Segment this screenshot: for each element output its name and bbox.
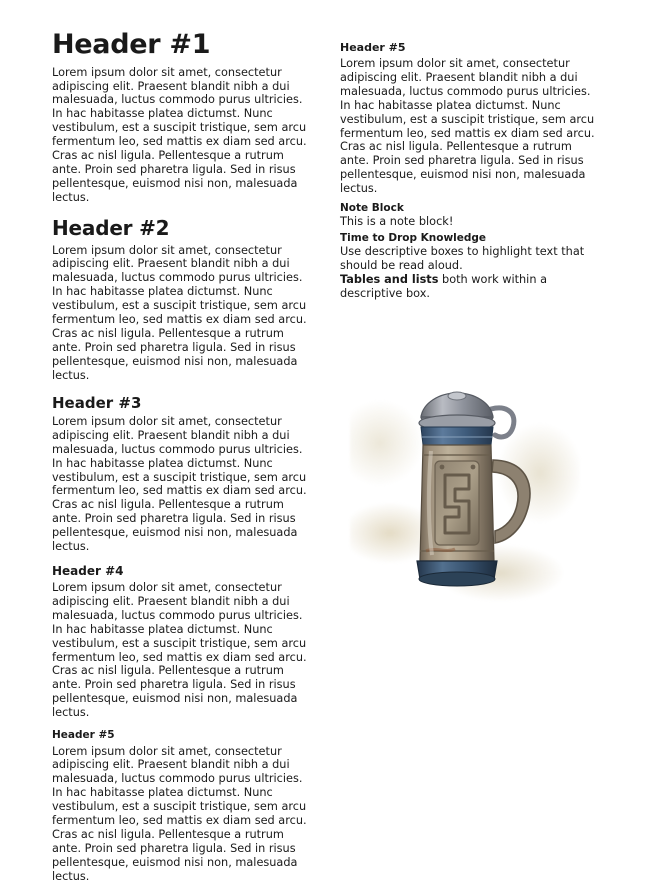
descriptive-block-emphasis-line bbox=[340, 273, 602, 301]
stein-relief-dot bbox=[440, 464, 445, 469]
stein-collar bbox=[421, 427, 493, 445]
beer-stein-icon bbox=[395, 365, 545, 615]
paragraph-3: Lorem ipsum dolor sit amet, consectetur adipiscing elit. Praesent blandit nibh a dui malesuada, luctus commodo purus ultricies. In hac habitasse platea dictumst. Nunc vestibulum, est a suscipit tristique, sem arcu fermentum leo, sed mattis ex diam sed arcu. Cras ac nisl ligula. Pellentesque a rutrum ante. Proin sed pharetra ligula. Sed in risus pellentesque, euismod nisi non, malesuada lectus. bbox=[52, 415, 307, 554]
heading-level-2: Header #2 bbox=[52, 215, 170, 240]
right-heading-level-5: Header #5 bbox=[340, 41, 406, 54]
descriptive-block-title: Time to Drop Knowledge bbox=[340, 231, 487, 244]
section-header-3 bbox=[52, 395, 314, 554]
right-paragraph: Lorem ipsum dolor sit amet, consectetur adipiscing elit. Praesent blandit nibh a dui malesuada, luctus commodo purus ultricies. In hac habitasse platea dictumst. Nunc vestibulum, est a suscipit tristique, sem arcu fermentum leo, sed mattis ex diam sed arcu. Cras ac nisl ligula. Pellentesque a rutrum ante. Proin sed pharetra ligula. Sed in risus pellentesque, euismod nisi non, malesuada lectus. bbox=[340, 57, 595, 196]
section-header-5 bbox=[52, 730, 314, 883]
heading-level-5: Header #5 bbox=[52, 729, 115, 741]
note-block-body: This is a note block! bbox=[340, 215, 454, 229]
section-header-2 bbox=[52, 217, 314, 383]
two-column-layout bbox=[52, 30, 618, 885]
stein-lid-knob bbox=[448, 392, 466, 400]
descriptive-block-body: Use descriptive boxes to highlight text that should be read aloud. bbox=[340, 245, 585, 272]
right-column bbox=[340, 30, 602, 619]
descriptive-block-body-after: both work within a descriptive box. bbox=[340, 272, 547, 300]
beer-stein-illustration bbox=[395, 365, 545, 619]
descriptive-block-emphasis: Tables and lists bbox=[340, 272, 439, 286]
paragraph-1: Lorem ipsum dolor sit amet, consectetur adipiscing elit. Praesent blandit nibh a dui malesuada, luctus commodo purus ultricies. In hac habitasse platea dictumst. Nunc vestibulum, est a suscipit tristique, sem arcu fermentum leo, sed mattis ex diam sed arcu. Cras ac nisl ligula. Pellentesque a rutrum ante. Proin sed pharetra ligula. Sed in risus pellentesque, euismod nisi non, malesuada lectus. bbox=[52, 65, 307, 204]
stein-foot bbox=[419, 572, 495, 586]
paragraph-4: Lorem ipsum dolor sit amet, consectetur adipiscing elit. Praesent blandit nibh a dui malesuada, luctus commodo purus ultricies. In hac habitasse platea dictumst. Nunc vestibulum, est a suscipit tristique, sem arcu fermentum leo, sed mattis ex diam sed arcu. Cras ac nisl ligula. Pellentesque a rutrum ante. Proin sed pharetra ligula. Sed in risus pellentesque, euismod nisi non, malesuada lectus. bbox=[52, 581, 307, 720]
paragraph-2: Lorem ipsum dolor sit amet, consectetur adipiscing elit. Praesent blandit nibh a dui malesuada, luctus commodo purus ultricies. In hac habitasse platea dictumst. Nunc vestibulum, est a suscipit tristique, sem arcu fermentum leo, sed mattis ex diam sed arcu. Cras ac nisl ligula. Pellentesque a rutrum ante. Proin sed pharetra ligula. Sed in risus pellentesque, euismod nisi non, malesuada lectus. bbox=[52, 243, 307, 382]
note-block bbox=[340, 202, 602, 229]
heading-level-3: Header #3 bbox=[52, 393, 142, 412]
section-header-1 bbox=[52, 30, 314, 205]
note-block-title: Note Block bbox=[340, 202, 404, 214]
stein-relief-dot bbox=[471, 464, 476, 469]
section-header-4 bbox=[52, 565, 314, 720]
descriptive-block bbox=[340, 232, 602, 301]
illustration-container bbox=[340, 359, 602, 619]
paragraph-5: Lorem ipsum dolor sit amet, consectetur adipiscing elit. Praesent blandit nibh a dui malesuada, luctus commodo purus ultricies. In hac habitasse platea dictumst. Nunc vestibulum, est a suscipit tristique, sem arcu fermentum leo, sed mattis ex diam sed arcu. Cras ac nisl ligula. Pellentesque a rutrum ante. Proin sed pharetra ligula. Sed in risus pellentesque, euismod nisi non, malesuada lectus. bbox=[52, 744, 307, 883]
stein-handle bbox=[492, 460, 530, 543]
heading-level-4: Header #4 bbox=[52, 563, 124, 578]
heading-level-1: Header #1 bbox=[52, 29, 211, 60]
left-column bbox=[52, 30, 314, 885]
